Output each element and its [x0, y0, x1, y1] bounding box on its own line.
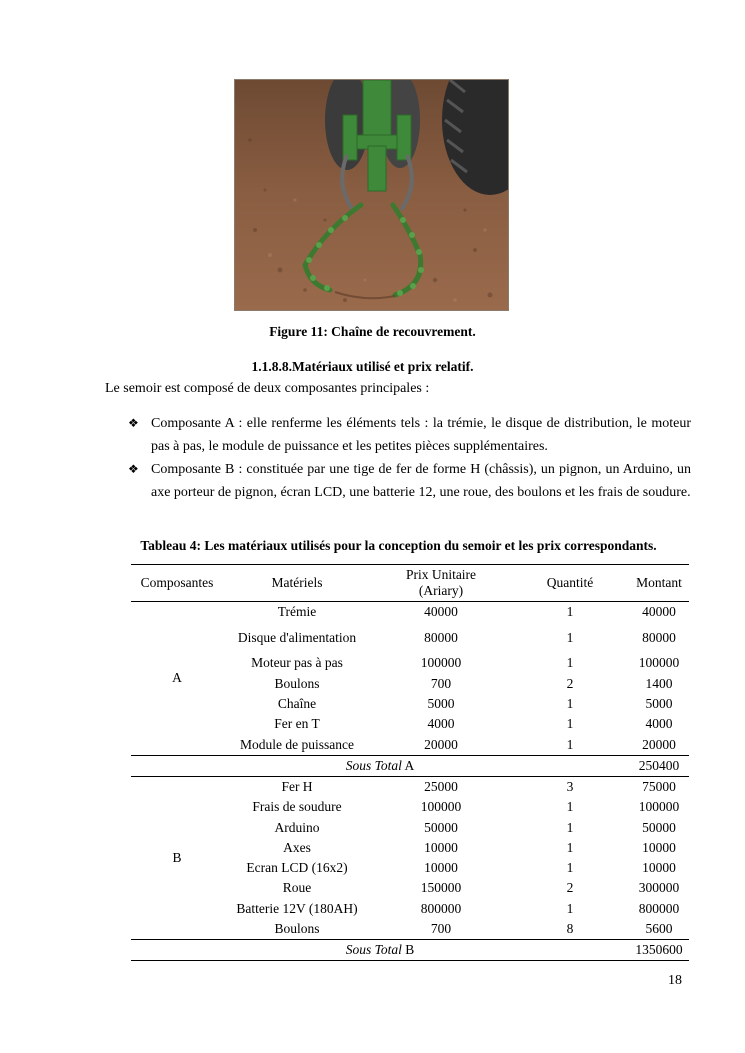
subtotal-row-a — [131, 755, 689, 776]
subtotal-value-b: 1350600 — [635, 942, 683, 958]
cell-quantite: 1 — [566, 736, 574, 752]
page-number: 18 — [668, 973, 682, 988]
cell-materiel: Module de puissance — [240, 736, 354, 752]
cell-montant: 75000 — [642, 778, 676, 794]
figure-image — [234, 79, 509, 311]
group-label-a: A — [172, 670, 182, 686]
table-row — [131, 602, 689, 623]
subtotal-row-b — [131, 940, 689, 961]
cell-quantite: 1 — [566, 860, 574, 876]
cell-prix: 700 — [430, 675, 452, 691]
intro-paragraph: Le semoir est composé de deux composantes principales : — [105, 381, 430, 396]
subtotal-value-a: 250400 — [638, 757, 680, 773]
subtotal-label-text: Sous Total — [345, 942, 402, 958]
cell-prix: 80000 — [424, 629, 458, 645]
cell-montant: 20000 — [642, 736, 676, 752]
cell-prix: 800000 — [420, 900, 462, 916]
header-quantite: Quantité — [546, 575, 594, 590]
cell-quantite: 1 — [566, 696, 574, 712]
cell-quantite: 3 — [566, 778, 574, 794]
cell-montant: 80000 — [642, 629, 676, 645]
cell-materiel: Trémie — [277, 604, 317, 620]
component-bullet-list — [128, 412, 691, 504]
cell-prix: 20000 — [424, 736, 458, 752]
diamond-bullet-icon: ❖ — [128, 416, 139, 430]
bullet-text: Composante A : elle renferme les éléments tels : la trémie, le disque de distribution, le moteur pas à pas, le module de puissance et les petites pièces supplémentaires. — [151, 416, 691, 454]
cell-montant: 5600 — [645, 921, 673, 936]
cell-montant: 1400 — [645, 675, 673, 691]
cell-prix: 4000 — [427, 716, 455, 732]
cell-prix: 25000 — [424, 778, 458, 794]
cell-quantite: 8 — [566, 921, 574, 936]
cell-montant: 100000 — [638, 655, 680, 671]
cell-materiel: Fer en T — [274, 716, 320, 732]
cell-montant: 4000 — [645, 716, 673, 732]
cell-quantite: 2 — [566, 880, 574, 896]
subtotal-label-a — [131, 755, 629, 776]
cell-quantite: 1 — [566, 900, 574, 916]
cell-quantite: 1 — [566, 604, 574, 620]
cell-prix: 40000 — [424, 604, 458, 620]
cell-prix: 100000 — [420, 655, 462, 671]
cell-quantite: 1 — [566, 819, 574, 835]
figure-caption: Figure 11: Chaîne de recouvrement. — [269, 324, 476, 339]
subtotal-letter: A — [404, 757, 415, 773]
cell-montant: 5000 — [645, 696, 673, 712]
cell-materiel: Boulons — [274, 675, 320, 691]
cell-prix: 10000 — [424, 839, 458, 855]
cell-materiel: Frais de soudure — [252, 799, 342, 815]
cell-quantite: 2 — [566, 675, 574, 691]
table-header-row — [131, 565, 689, 602]
cell-materiel: Moteur pas à pas — [251, 655, 343, 671]
diamond-bullet-icon: ❖ — [128, 462, 139, 476]
header-prix-line1: Prix Unitaire — [405, 567, 477, 582]
cell-materiel: Chaîne — [277, 696, 317, 712]
cell-prix: 100000 — [420, 799, 462, 815]
cell-montant: 10000 — [642, 860, 676, 876]
cell-montant: 300000 — [638, 880, 680, 896]
table-row — [131, 776, 689, 797]
cell-prix: 150000 — [420, 880, 462, 896]
bullet-text: Composante B : constituée par une tige de fer de forme H (châssis), un pignon, un Arduino, un axe porteur de pignon, écran LCD, une batterie 12, une roue, des boulons et les frais de soudure. — [151, 462, 691, 500]
cell-montant: 50000 — [642, 819, 676, 835]
cell-montant: 100000 — [638, 799, 680, 815]
cell-materiel: Batterie 12V (180AH) — [236, 900, 358, 916]
cell-materiel: Disque d'alimentation — [237, 629, 357, 645]
header-materiels: Matériels — [271, 575, 323, 590]
materials-table — [131, 564, 689, 961]
section-heading: 1.1.8.8.Matériaux utilisé et prix relatif. — [251, 359, 474, 374]
header-composantes: Composantes — [140, 575, 214, 590]
header-prix-line2: (Ariary) — [418, 583, 464, 598]
cell-montant: 10000 — [642, 839, 676, 855]
cell-quantite: 1 — [566, 716, 574, 732]
cell-quantite: 1 — [566, 799, 574, 815]
bullet-item-component-b — [128, 458, 691, 504]
subtotal-letter: B — [405, 942, 415, 958]
header-prix-unitaire — [371, 565, 511, 602]
cell-montant: 40000 — [642, 604, 676, 620]
cell-prix: 50000 — [424, 819, 458, 835]
cell-materiel: Roue — [282, 880, 312, 896]
cell-quantite: 1 — [566, 629, 574, 645]
cell-materiel: Boulons — [274, 921, 320, 936]
cell-materiel: Arduino — [274, 819, 320, 835]
group-label-b: B — [172, 849, 182, 865]
cell-quantite: 1 — [566, 839, 574, 855]
header-montant: Montant — [636, 575, 682, 590]
table-caption: Tableau 4: Les matériaux utilisés pour la conception du semoir et les prix correspondants. — [140, 538, 657, 553]
cell-montant: 800000 — [638, 900, 680, 916]
cell-prix: 10000 — [424, 860, 458, 876]
cell-materiel: Ecran LCD (16x2) — [246, 860, 348, 876]
cell-materiel: Axes — [283, 839, 311, 855]
cell-materiel: Fer H — [281, 778, 313, 794]
cell-prix: 700 — [430, 921, 452, 936]
cell-prix: 5000 — [427, 696, 455, 712]
subtotal-label-b — [131, 940, 629, 961]
subtotal-label-text: Sous Total — [345, 757, 402, 773]
cell-quantite: 1 — [566, 655, 574, 671]
bullet-item-component-a — [128, 412, 691, 458]
